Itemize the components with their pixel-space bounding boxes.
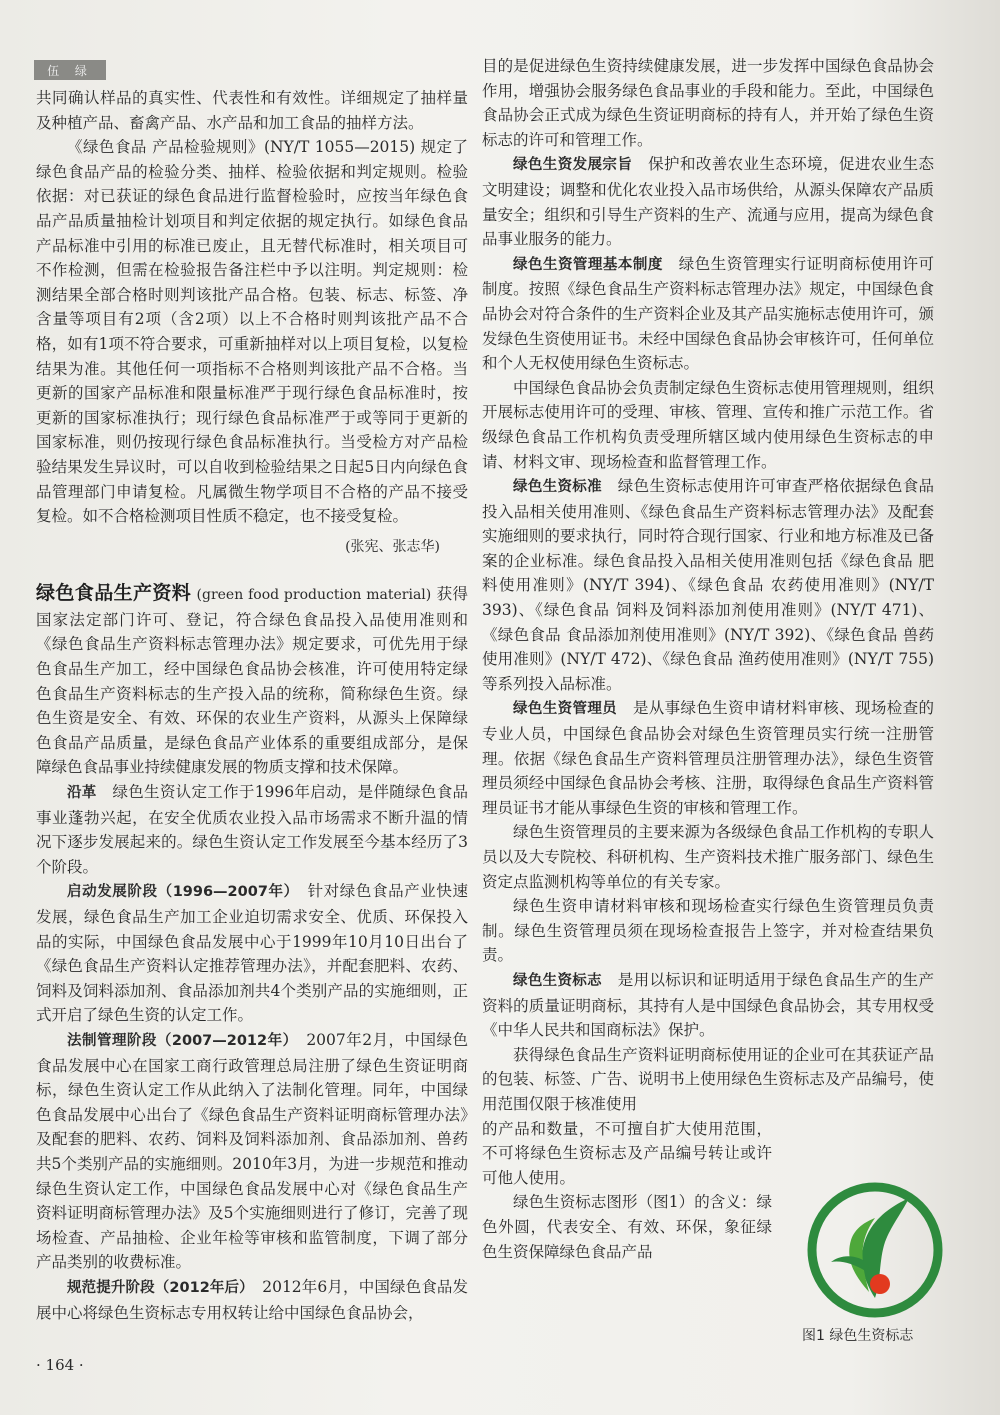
- paragraph: 《绿色食品 产品检验规则》(NY/T 1055—2015) 规定了绿色食品产品的检验分类、抽样、检验依据和判定规则。检验依据：对已获证的绿色食品进行监督检验时，应按当年绿色食品产品质量抽检计划项目和判定依据的规定执行。如绿色食品产品标准中引用的标准已废止，且无替代标准时，相关项目可不作检测，但需在检验报告备注栏中予以注明。判定规则：检测结果全部合格时则判该批产品合格。包装、标志、标签、净含量等项目有2项（含2项）以上不合格时则判该批产品不合格，如有1项不符合要求，可重新抽样对以上项目复检，以复检结果为准。其他任何一项指标不合格则判该批产品不合格。当更新的国家产品标准和限量标准严于现行绿色食品标准时，按更新的国家标准执行；现行绿色食品标准严于或等同于更新的国家标准，则仍按现行绿色食品标准执行。当受检方对产品检验结果发生异议时，可以自收到检验结果之日起5日内向绿色食品管理部门申请复检。凡属微生物学项目不合格的产品不接受复检。如不合格检测项目性质不稳定，也不接受复检。: [36, 138, 468, 526]
- entry-title: 绿色食品生产资料: [36, 582, 192, 605]
- subheading: 启动发展阶段（1996—2007年）: [67, 884, 292, 901]
- paragraph-text: 绿色生资认定工作于1996年启动，是伴随绿色食品事业蓬勃兴起，在安全优质农业投入品市场需求不断升温的情况下逐步发展起来的。绿色生资认定工作发展至今基本经历了3个阶段。: [36, 783, 468, 876]
- entry-english-title: (green food production material): [196, 587, 432, 604]
- paragraph: 的产品和数量，不可擅自扩大使用范围，不可将绿色生资标志及产品编号转让或许可他人使用。: [482, 1119, 772, 1187]
- subheading: 绿色生资发展宗旨: [513, 157, 633, 174]
- paragraph-text: 2007年2月，中国绿色食品发展中心在国家工商行政管理总局注册了绿色生资证明商标，绿色生资认定工作从此纳入了法制化管理。同年，中国绿色食品发展中心出台了《绿色食品生产资料证明商标管理办法》及配套的肥料、农药、饲料及饲料添加剂、食品添加剂、兽药共5个类别产品的实施细则。2010年3月，为进一步规范和推动绿色生资认定工作，中国绿色食品发展中心对《绿色食品生产资料证明商标管理办法》及5个实施细则进行了修订，完善了现场检查、产品抽检、企业年检等审核和监管制度，下调了部分产品类别的收费标准。: [36, 1030, 468, 1272]
- paragraph: [36, 879, 468, 1028]
- subheading: 绿色生资管理基本制度: [513, 256, 663, 273]
- paragraph-text: 绿色生资管理实行证明商标使用许可制度。按照《绿色食品生产资料标志管理办法》规定，中国绿色食品协会对符合条件的生产资料企业及其产品实施标志使用许可，颁发绿色生资使用证书。未经中国绿色食品协会审核许可，任何单位和个人无权使用绿色生资标志。: [482, 254, 934, 373]
- paragraph-text: 针对绿色食品产业快速发展，绿色食品生产加工企业迫切需求安全、优质、环保投入品的实际，中国绿色食品发展中心于1999年10月10日出台了《绿色食品生产资料认定推荐管理办法》，并配套肥料、农药、饲料及饲料添加剂、食品添加剂共4个类别产品的实施细则，正式开启了绿色生资的认定工作。: [36, 882, 468, 1025]
- paragraph: [36, 1275, 468, 1325]
- paragraph: [482, 968, 934, 1043]
- paragraph-text: 是从事绿色生资申请材料审核、现场检查的专业人员，中国绿色食品协会对绿色生资管理员实行统一注册管理。依据《绿色食品生产资料管理员注册管理办法》，绿色生资管理员须经中国绿色食品协会考核、注册，取得绿色食品生产资料管理员证书才能从事绿色生资的审核和管理工作。: [482, 699, 934, 817]
- subheading: 沿革: [67, 785, 97, 802]
- logo-red-dot: [870, 1274, 890, 1294]
- paragraph-text: 是用以标识和证明适用于绿色食品生产的生产资料的质量证明商标，其持有人是中国绿色食品协会，其专用权受《中华人民共和国商标法》保护。: [482, 970, 934, 1040]
- paragraph: [482, 696, 934, 820]
- paragraph: 获得绿色食品生产资料证明商标使用证的企业可在其获证产品的包装、标签、广告、说明书上使用绿色生资标志及产品编号，使用范围仅限于核准使用: [482, 1045, 934, 1113]
- paragraph-text: 保护和改善农业生态环境，促进农业生态文明建设；调整和优化农业投入品市场供给，从源头保障农产品质量安全；组织和引导生产资料的生产、流通与应用，提高为绿色食品事业服务的能力。: [482, 155, 934, 249]
- logo-graphic: [805, 1180, 945, 1320]
- figure-caption: 图1 绿色生资标志: [802, 1328, 914, 1344]
- paragraph: 绿色生资管理员的主要来源为各级绿色食品工作机构的专职人员以及大专院校、科研机构、生产资料技术推广服务部门、绿色生资定点监测机构等单位的有关专家。: [482, 823, 934, 891]
- paragraph: [36, 780, 468, 879]
- subheading: 绿色生资管理员: [513, 701, 618, 718]
- paragraph: 中国绿色食品协会负责制定绿色生资标志使用管理规则，组织开展标志使用许可的受理、审核、管理、宣传和推广示范工作。省级绿色食品工作机构负责受理所辖区域内使用绿色生资标志的申请、材料文审、现场检查和监督管理工作。: [482, 378, 934, 471]
- paragraph: [482, 474, 934, 696]
- paragraph: [482, 252, 934, 376]
- paragraph: [36, 1028, 468, 1275]
- page-number: · 164 ·: [36, 1356, 84, 1374]
- green-leaf-circle-logo-icon: [805, 1180, 945, 1320]
- entry-heading: [36, 581, 468, 780]
- right-column: [482, 54, 934, 1264]
- left-column: [36, 86, 468, 1325]
- paragraph: 共同确认样品的真实性、代表性和有效性。详细规定了抽样量及种植产品、畜禽产品、水产品和加工食品的抽样方法。: [36, 89, 468, 132]
- paragraph: 目的是促进绿色生资持续健康发展，进一步发挥中国绿色食品协会作用，增强协会服务绿色食品事业的手段和能力。至此，中国绿色食品协会正式成为绿色生资证明商标的持有人，并开始了绿色生资标志的许可和管理工作。: [482, 57, 934, 149]
- paragraph: [482, 152, 934, 251]
- subheading: 绿色生资标准: [513, 479, 602, 496]
- paragraph: 绿色生资标志图形（图1）的含义：绿色外圆，代表安全、有效、环保，象征绿色生资保障绿色食品产品: [482, 1193, 772, 1261]
- paragraph-text: 2012年6月，中国绿色食品发展中心将绿色生资标志专用权转让给中国绿色食品协会，: [36, 1277, 468, 1322]
- entry-definition: 获得国家法定部门许可、登记，符合绿色食品投入品使用准则和《绿色食品生产资料标志管理办法》规定要求，可优先用于绿色食品生产加工，经中国绿色食品协会核准，许可使用特定绿色食品生产资料标志的生产投入品的统称，简称绿色生资。绿色生资是安全、有效、环保的农业生产资料，从源头上保障绿色食品产品质量，是绿色食品产业体系的重要组成部分，是保障绿色食品事业持续健康发展的物质支撑和技术保障。: [36, 585, 468, 777]
- author-credit: (张宪、张志华): [345, 538, 440, 555]
- subheading: 规范提升阶段（2012年后）: [67, 1279, 247, 1296]
- subheading: 绿色生资标志: [513, 972, 602, 989]
- paragraph: 绿色生资申请材料审核和现场检查实行绿色生资管理员负责制。绿色生资管理员须在现场检查报告上签字，并对检查结果负责。: [482, 897, 934, 965]
- subheading: 法制管理阶段（2007—2012年）: [67, 1032, 291, 1049]
- paragraph-text: 绿色生资标志使用许可审查严格依据绿色食品投入品相关使用准则、《绿色食品生产资料标志管理办法》及配套实施细则的要求执行，同时符合现行国家、行业和地方标准及已备案的企业标准。绿色食品投入品相关使用准则包括《绿色食品 肥料使用准则》(NY/T 394)、《绿色食品 农药使用准则》(NY/T 393)、《绿色食品 饲料及饲料添加剂使用准则》(NY/T 471)、《绿色食品 食品添加剂使用准则》(NY/T 392)、《绿色食品 兽药使用准则》(NY/T 472)、《绿色食品 渔药使用准则》(NY/T 755) 等系列投入品标准。: [482, 477, 934, 693]
- section-tab: 伍 绿: [34, 60, 106, 80]
